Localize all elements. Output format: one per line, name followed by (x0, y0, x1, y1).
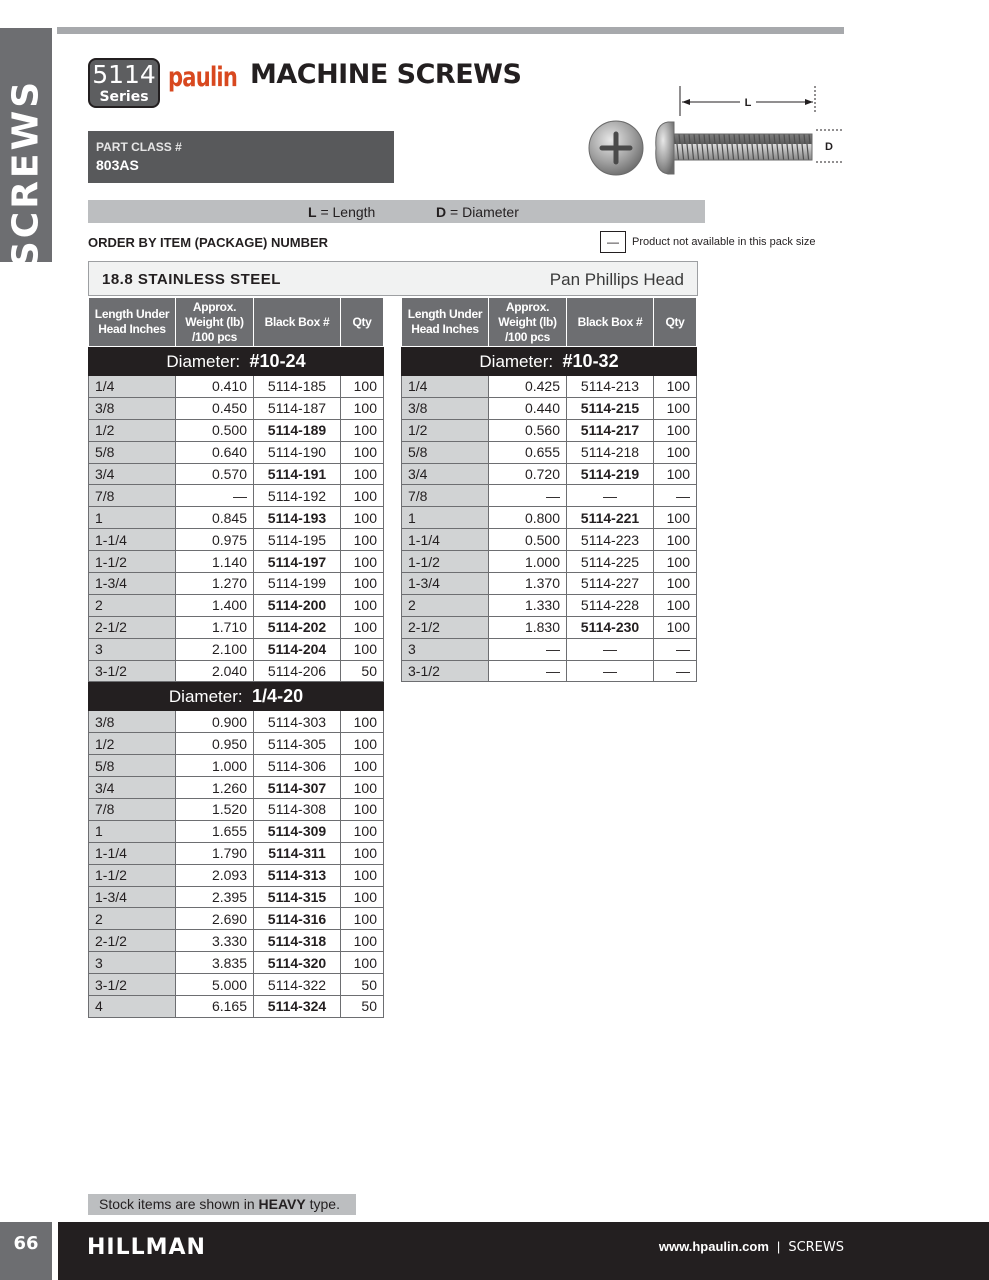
cell-length: 3/4 (89, 777, 176, 799)
top-rule (57, 27, 844, 34)
table-row (402, 397, 697, 419)
cell-part-number: 5114-219 (567, 463, 654, 485)
cell-qty: 100 (341, 908, 384, 930)
cell-part-number: 5114-313 (254, 864, 341, 886)
table-header-row (89, 298, 384, 347)
cell-length: 1/4 (402, 376, 489, 398)
cell-weight: 0.450 (176, 397, 254, 419)
cell-part-number: 5114-192 (254, 485, 341, 507)
cell-part-number: 5114-303 (254, 711, 341, 733)
cell-length: 3-1/2 (402, 660, 489, 682)
table-row (89, 397, 384, 419)
cell-part-number: 5114-311 (254, 842, 341, 864)
cell-qty: 100 (341, 485, 384, 507)
cell-part-number: 5114-197 (254, 551, 341, 573)
cell-part-number: 5114-200 (254, 594, 341, 616)
cell-weight: 6.165 (176, 996, 254, 1018)
legend-length: L = Length (308, 204, 376, 220)
hillman-logo: HILLMAN (87, 1235, 206, 1260)
cell-length: 2 (89, 908, 176, 930)
cell-part-number: 5114-218 (567, 441, 654, 463)
table-row (89, 799, 384, 821)
column-header-qty: Qty (654, 298, 697, 347)
cell-qty: — (654, 660, 697, 682)
cell-qty: — (654, 638, 697, 660)
series-badge (88, 58, 160, 108)
cell-weight: 1.655 (176, 820, 254, 842)
cell-part-number: 5114-308 (254, 799, 341, 821)
cell-qty: 100 (654, 594, 697, 616)
cell-weight: 2.040 (176, 660, 254, 682)
cell-weight: 0.900 (176, 711, 254, 733)
length-dimension-label: L (744, 97, 752, 109)
table-row (402, 551, 697, 573)
cell-qty: 100 (654, 616, 697, 638)
diameter-size: #10-24 (249, 350, 306, 371)
cell-qty: 100 (341, 733, 384, 755)
table-row (402, 616, 697, 638)
cell-length: 3/8 (89, 711, 176, 733)
cell-qty: 100 (341, 376, 384, 398)
cell-length: 3-1/2 (89, 660, 176, 682)
table-body (402, 347, 697, 682)
column-header-weight: Approx. Weight (lb) /100 pcs (176, 298, 254, 347)
part-class-value: 803AS (96, 157, 139, 173)
cell-length: 1-3/4 (89, 573, 176, 595)
cell-part-number: — (567, 660, 654, 682)
cell-part-number: 5114-324 (254, 996, 341, 1018)
cell-length: 1-3/4 (402, 573, 489, 595)
cell-weight: — (489, 638, 567, 660)
table-row (89, 660, 384, 682)
cell-part-number: 5114-187 (254, 397, 341, 419)
table-row (89, 638, 384, 660)
cell-part-number: 5114-318 (254, 930, 341, 952)
material-banner (88, 261, 698, 296)
cell-qty: 100 (341, 616, 384, 638)
cell-weight: — (176, 485, 254, 507)
table-row (402, 638, 697, 660)
cell-weight: 1.000 (176, 755, 254, 777)
cell-weight: 1.400 (176, 594, 254, 616)
cell-qty: 100 (341, 799, 384, 821)
table-row (89, 441, 384, 463)
cell-length: 7/8 (89, 485, 176, 507)
cell-weight: 3.835 (176, 952, 254, 974)
cell-qty: 100 (341, 820, 384, 842)
cell-part-number: 5114-215 (567, 397, 654, 419)
cell-qty: 100 (654, 573, 697, 595)
table-row (89, 864, 384, 886)
paulin-logo: paulin (168, 62, 238, 93)
cell-length: 1-1/4 (402, 529, 489, 551)
cell-weight: 0.720 (489, 463, 567, 485)
cell-length: 3/4 (402, 463, 489, 485)
cell-weight: 3.330 (176, 930, 254, 952)
table-row (89, 952, 384, 974)
not-available-key: — (600, 231, 626, 253)
table-row (89, 616, 384, 638)
length-dimension (680, 86, 815, 116)
cell-qty: 100 (341, 397, 384, 419)
cell-length: 2-1/2 (89, 930, 176, 952)
cell-length: 5/8 (89, 755, 176, 777)
cell-length: 1/2 (89, 419, 176, 441)
cell-part-number: 5114-230 (567, 616, 654, 638)
table-row (89, 463, 384, 485)
cell-length: 5/8 (402, 441, 489, 463)
diameter-heading (89, 347, 384, 376)
table-row (402, 573, 697, 595)
page-number: 66 (0, 1222, 52, 1280)
cell-length: 3-1/2 (89, 974, 176, 996)
table-row (89, 376, 384, 398)
cell-length: 1-1/4 (89, 842, 176, 864)
cell-weight: 1.330 (489, 594, 567, 616)
screw-head-top-view (589, 121, 643, 175)
table-row (89, 573, 384, 595)
cell-length: 7/8 (89, 799, 176, 821)
cell-length: 1 (89, 820, 176, 842)
cell-part-number: 5114-228 (567, 594, 654, 616)
cell-part-number: 5114-227 (567, 573, 654, 595)
cell-weight: 1.830 (489, 616, 567, 638)
table-row (402, 660, 697, 682)
cell-qty: 100 (341, 711, 384, 733)
cell-length: 5/8 (89, 441, 176, 463)
footer-separator: | (776, 1239, 781, 1254)
cell-qty: 100 (341, 573, 384, 595)
cell-qty: 100 (654, 551, 697, 573)
website-link[interactable]: www.hpaulin.com (658, 1239, 769, 1254)
table-row (89, 419, 384, 441)
cell-qty: 100 (341, 638, 384, 660)
legend-diameter: D = Diameter (436, 204, 519, 220)
table-row (89, 974, 384, 996)
table-row (89, 842, 384, 864)
legend-bar (88, 200, 705, 223)
cell-length: 3 (89, 952, 176, 974)
page-title: MACHINE SCREWS (250, 59, 522, 90)
cell-qty: 100 (341, 529, 384, 551)
cell-length: 7/8 (402, 485, 489, 507)
cell-qty: 50 (341, 660, 384, 682)
cell-qty: 100 (341, 930, 384, 952)
table-row (402, 529, 697, 551)
cell-part-number: 5114-185 (254, 376, 341, 398)
cell-part-number: 5114-191 (254, 463, 341, 485)
table-row (89, 886, 384, 908)
cell-part-number: 5114-213 (567, 376, 654, 398)
cell-part-number: 5114-195 (254, 529, 341, 551)
diameter-heading (402, 347, 697, 376)
cell-qty: 100 (341, 952, 384, 974)
cell-qty: 100 (341, 886, 384, 908)
cell-qty: 100 (654, 397, 697, 419)
cell-weight: — (489, 660, 567, 682)
table-row (89, 996, 384, 1018)
cell-weight: 0.640 (176, 441, 254, 463)
order-heading: ORDER BY ITEM (PACKAGE) NUMBER (88, 235, 329, 250)
cell-length: 1-1/2 (89, 864, 176, 886)
table-row (402, 594, 697, 616)
cell-qty: 50 (341, 974, 384, 996)
table-row (402, 507, 697, 529)
cell-weight: 0.425 (489, 376, 567, 398)
cell-weight: 0.800 (489, 507, 567, 529)
cell-qty: — (654, 485, 697, 507)
cell-weight: 0.655 (489, 441, 567, 463)
cell-part-number: 5114-206 (254, 660, 341, 682)
table-row (89, 529, 384, 551)
cell-length: 1-3/4 (89, 886, 176, 908)
cell-part-number: 5114-322 (254, 974, 341, 996)
table-row (89, 594, 384, 616)
cell-weight: 0.845 (176, 507, 254, 529)
cell-length: 3 (89, 638, 176, 660)
cell-part-number: 5114-309 (254, 820, 341, 842)
stock-note: Stock items are shown in HEAVY type. (88, 1194, 356, 1215)
cell-part-number: 5114-307 (254, 777, 341, 799)
head-type: Pan Phillips Head (549, 270, 684, 289)
part-class-box (88, 131, 394, 183)
cell-qty: 100 (654, 529, 697, 551)
cell-length: 1/2 (89, 733, 176, 755)
cell-part-number: 5114-223 (567, 529, 654, 551)
cell-qty: 100 (341, 441, 384, 463)
part-class-label: PART CLASS # (96, 140, 182, 154)
cell-part-number: 5114-217 (567, 419, 654, 441)
cell-length: 1 (402, 507, 489, 529)
cell-length: 2-1/2 (89, 616, 176, 638)
cell-weight: 0.410 (176, 376, 254, 398)
diameter-dimension (816, 130, 844, 162)
cell-weight: 0.950 (176, 733, 254, 755)
cell-weight: 1.140 (176, 551, 254, 573)
cell-length: 3/8 (89, 397, 176, 419)
cell-qty: 100 (654, 441, 697, 463)
screw-illustration (586, 84, 846, 184)
section-side-tab (0, 28, 52, 268)
cell-weight: 1.710 (176, 616, 254, 638)
cell-weight: 0.975 (176, 529, 254, 551)
table-row (89, 711, 384, 733)
cell-weight: 1.260 (176, 777, 254, 799)
diameter-size: 1/4-20 (252, 685, 304, 706)
cell-part-number: 5114-221 (567, 507, 654, 529)
cell-qty: 100 (341, 777, 384, 799)
diameter-size: #10-32 (562, 350, 619, 371)
diameter-label: Diameter: (168, 686, 243, 706)
spec-table-right (401, 297, 697, 682)
cell-part-number: 5114-306 (254, 755, 341, 777)
diameter-group-header (89, 682, 384, 711)
cell-weight: 1.000 (489, 551, 567, 573)
column-header-black-box: Black Box # (567, 298, 654, 347)
diameter-label: Diameter: (166, 351, 241, 371)
series-number: 5114 (92, 60, 156, 89)
table-row (402, 463, 697, 485)
diameter-heading (89, 682, 384, 711)
cell-part-number: — (567, 638, 654, 660)
cell-qty: 100 (341, 551, 384, 573)
cell-part-number: 5114-189 (254, 419, 341, 441)
cell-qty: 100 (654, 419, 697, 441)
cell-weight: 2.395 (176, 886, 254, 908)
cell-qty: 100 (341, 507, 384, 529)
cell-weight: 2.093 (176, 864, 254, 886)
cell-length: 1-1/2 (402, 551, 489, 573)
column-header-black-box: Black Box # (254, 298, 341, 347)
cell-qty: 100 (341, 594, 384, 616)
cell-qty: 100 (654, 507, 697, 529)
cell-weight: 1.370 (489, 573, 567, 595)
cell-qty: 100 (341, 755, 384, 777)
cell-part-number: 5114-320 (254, 952, 341, 974)
cell-length: 1/4 (89, 376, 176, 398)
cell-weight: 0.440 (489, 397, 567, 419)
cell-weight: 1.790 (176, 842, 254, 864)
table-row (89, 908, 384, 930)
screw-side-view (656, 122, 812, 174)
cell-length: 3/8 (402, 397, 489, 419)
cell-weight: 5.000 (176, 974, 254, 996)
table-row (89, 507, 384, 529)
cell-weight: 2.100 (176, 638, 254, 660)
cell-length: 1-1/2 (89, 551, 176, 573)
column-header-weight: Approx. Weight (lb) /100 pcs (489, 298, 567, 347)
cell-qty: 100 (654, 463, 697, 485)
cell-length: 2 (402, 594, 489, 616)
column-header-length: Length Under Head Inches (89, 298, 176, 347)
cell-part-number: 5114-193 (254, 507, 341, 529)
table-row (402, 376, 697, 398)
table-row (89, 777, 384, 799)
table-row (402, 441, 697, 463)
not-available-text: Product not available in this pack size (632, 236, 816, 248)
cell-length: 2 (89, 594, 176, 616)
table-row (89, 733, 384, 755)
cell-length: 3/4 (89, 463, 176, 485)
table-row (89, 551, 384, 573)
table-row (402, 485, 697, 507)
cell-weight: 0.500 (489, 529, 567, 551)
cell-qty: 100 (341, 864, 384, 886)
diameter-label: Diameter: (479, 351, 554, 371)
table-row (89, 485, 384, 507)
footer-section-label: SCREWS (788, 1240, 844, 1255)
cell-weight: — (489, 485, 567, 507)
series-label: Series (99, 89, 149, 105)
cell-qty: 100 (654, 376, 697, 398)
cell-qty: 100 (341, 419, 384, 441)
cell-weight: 2.690 (176, 908, 254, 930)
cell-length: 2-1/2 (402, 616, 489, 638)
cell-part-number: 5114-204 (254, 638, 341, 660)
cell-weight: 0.570 (176, 463, 254, 485)
cell-part-number: 5114-202 (254, 616, 341, 638)
footer-bar (58, 1222, 989, 1280)
column-header-qty: Qty (341, 298, 384, 347)
cell-qty: 100 (341, 463, 384, 485)
cell-part-number: 5114-225 (567, 551, 654, 573)
material-name: 18.8 STAINLESS STEEL (102, 271, 281, 288)
cell-weight: 1.270 (176, 573, 254, 595)
table-row (89, 755, 384, 777)
spec-table-left (88, 297, 384, 1018)
column-header-length: Length Under Head Inches (402, 298, 489, 347)
table-header-row (402, 298, 697, 347)
cell-weight: 0.560 (489, 419, 567, 441)
footer-links (659, 1239, 844, 1255)
cell-length: 3 (402, 638, 489, 660)
cell-length: 1/2 (402, 419, 489, 441)
cell-part-number: 5114-316 (254, 908, 341, 930)
cell-part-number: 5114-199 (254, 573, 341, 595)
cell-qty: 50 (341, 996, 384, 1018)
cell-part-number: 5114-190 (254, 441, 341, 463)
cell-length: 1 (89, 507, 176, 529)
table-body (89, 347, 384, 1018)
diameter-group-header (89, 347, 384, 376)
cell-part-number: 5114-315 (254, 886, 341, 908)
table-row (89, 930, 384, 952)
table-row (89, 820, 384, 842)
cell-length: 4 (89, 996, 176, 1018)
diameter-group-header (402, 347, 697, 376)
cell-weight: 1.520 (176, 799, 254, 821)
cell-part-number: 5114-305 (254, 733, 341, 755)
table-row (402, 419, 697, 441)
diameter-dimension-label: D (825, 141, 833, 153)
cell-part-number: — (567, 485, 654, 507)
section-side-tab-label: SCREWS (5, 78, 47, 268)
cell-weight: 0.500 (176, 419, 254, 441)
cell-qty: 100 (341, 842, 384, 864)
cell-length: 1-1/4 (89, 529, 176, 551)
